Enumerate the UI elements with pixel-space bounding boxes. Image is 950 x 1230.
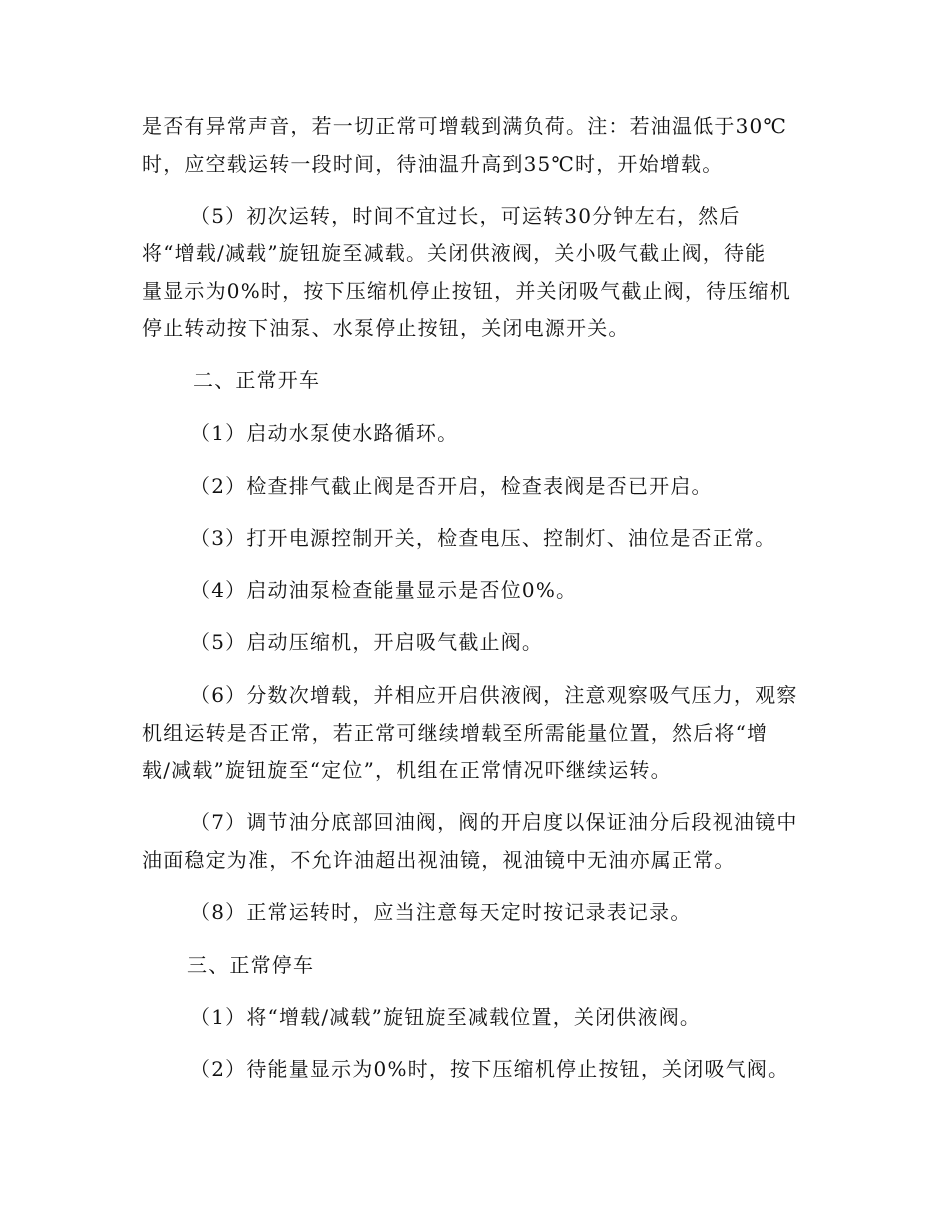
list-item: （2）检查排气截止阀是否开启，检查表阀是否已开启。 xyxy=(190,474,713,498)
list-item: （1）启动水泵使水路循环。 xyxy=(190,421,459,445)
paragraph-line: 载/减载”旋钮旋至“定位”，机组在正常情况吓继续运转。 xyxy=(142,758,672,782)
paragraph-line: 停止转动按下油泵、水泵停止按钮，关闭电源开关。 xyxy=(142,316,630,340)
list-item: （1）将“增载/减载”旋钮旋至减载位置，关闭供液阀。 xyxy=(190,1005,702,1029)
list-item: （5）启动压缩机，开启吸气截止阀。 xyxy=(190,630,544,654)
paragraph-line: （7）调节油分底部回油阀，阀的开启度以保证油分后段视油镜中 xyxy=(190,810,798,834)
paragraph-line: 是否有异常声音，若一切正常可增载到满负荷。注：若油温低于30℃ xyxy=(142,114,788,138)
paragraph-line: 将“增载/减载”旋钮旋至减载。关闭供液阀，关小吸气截止阀，待能 xyxy=(142,241,767,265)
paragraph-line: 油面稳定为准，不允许油超出视油镜，视油镜中无油亦属正常。 xyxy=(142,848,736,872)
paragraph-line: 时，应空载运转一段时间，待油温升高到35℃时，开始增载。 xyxy=(142,152,724,176)
paragraph-line: （5）初次运转，时间不宜过长，可运转30分钟左右，然后 xyxy=(190,204,741,228)
list-item: （2）待能量显示为0%时，按下压缩机停止按钮，关闭吸气阀。 xyxy=(190,1057,790,1081)
section-heading: 三、正常停车 xyxy=(187,953,315,977)
list-item: （3）打开电源控制开关，检查电压、控制灯、油位是否正常。 xyxy=(190,526,777,550)
paragraph-line: （6）分数次增载，并相应开启供液阀，注意观察吸气压力，观察 xyxy=(190,683,798,707)
paragraph-line: 量显示为0%时，按下压缩机停止按钮，并关闭吸气截止阀，待压缩机 xyxy=(142,279,791,303)
section-heading: 二、正常开车 xyxy=(193,368,321,392)
paragraph-line: 机组运转是否正常，若正常可继续增载至所需能量位置，然后将“增 xyxy=(142,721,769,745)
list-item: （8）正常运转时，应当注意每天定时按记录表记录。 xyxy=(190,900,692,924)
list-item: （4）启动油泵检查能量显示是否位0%。 xyxy=(190,578,578,602)
